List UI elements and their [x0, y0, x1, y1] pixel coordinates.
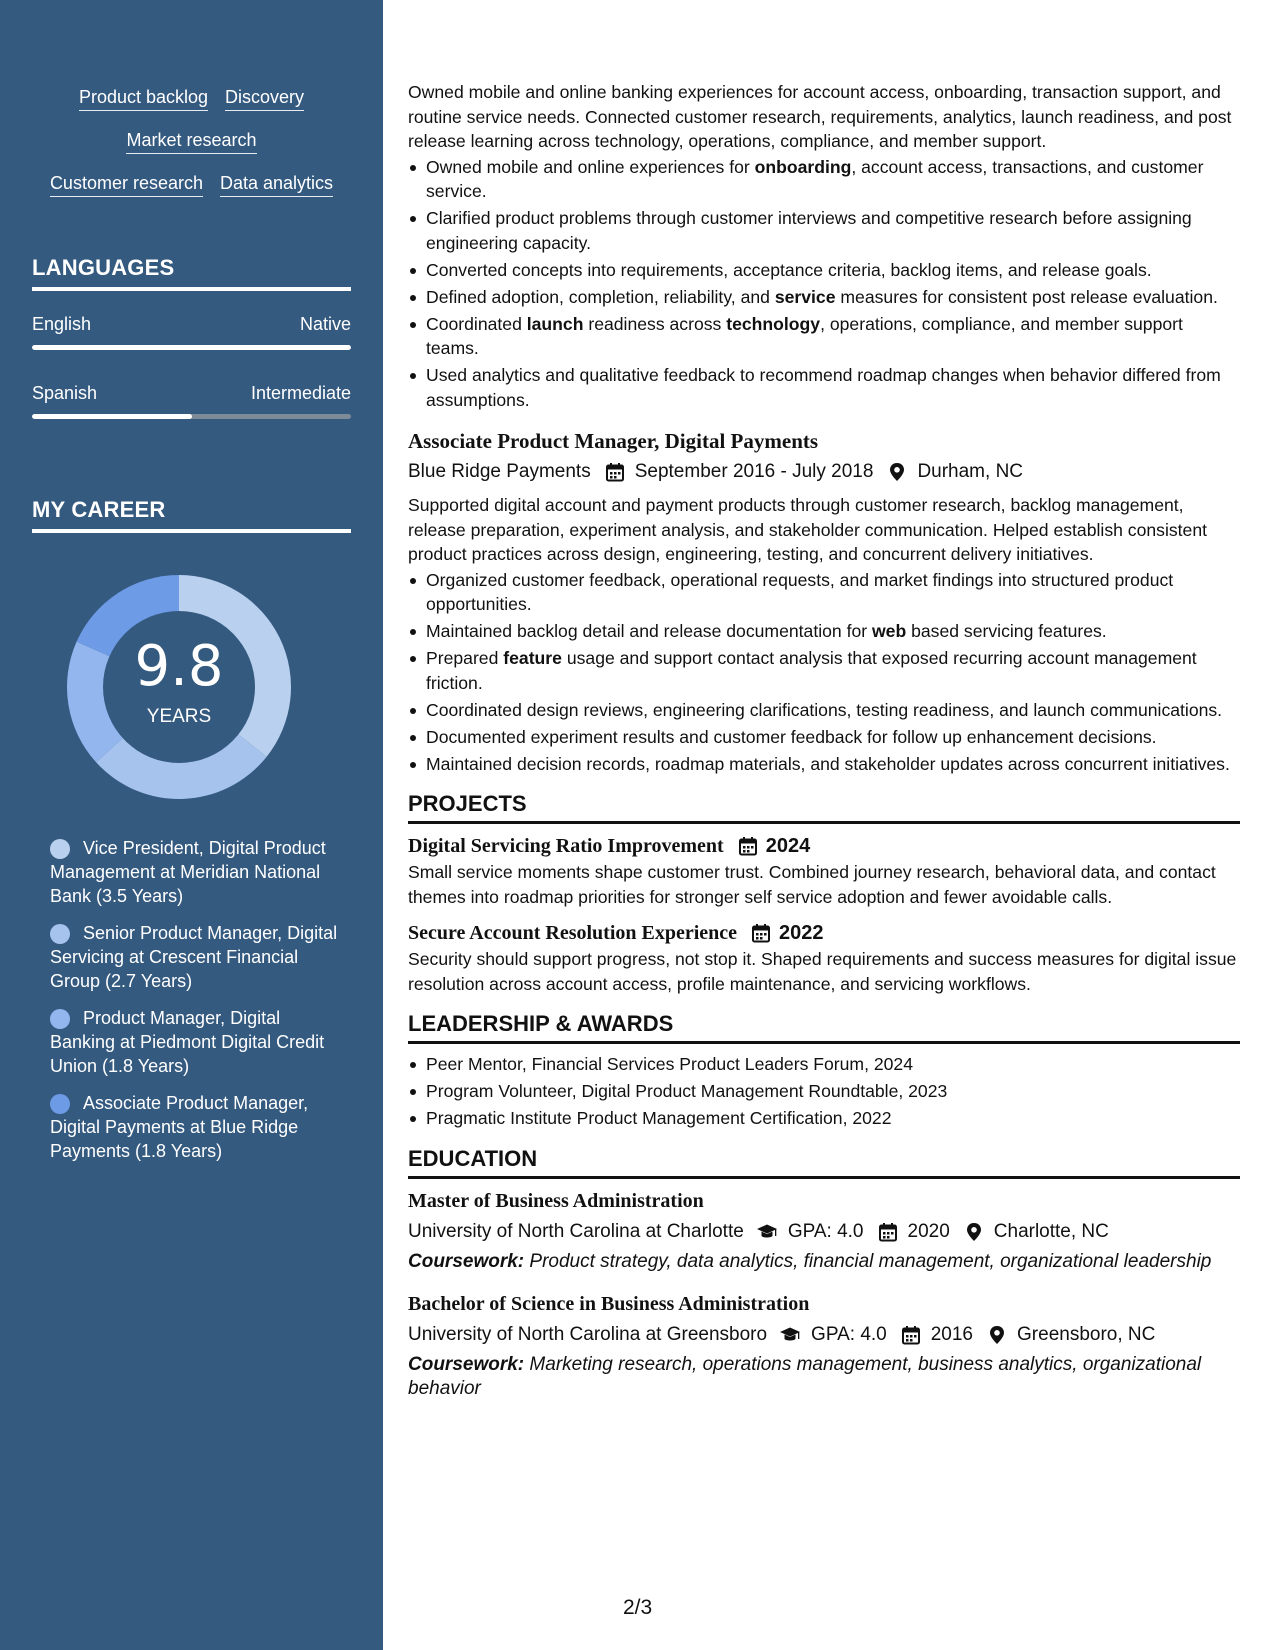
bullet-text: Maintained decision records, roadmap materials, and stakeholder updates across concurrent initiatives. [426, 753, 1230, 774]
bullet-item [408, 363, 1240, 412]
bullet-item [408, 725, 1240, 750]
project-description: Small service moments shape customer trust. Combined journey research, behavioral data, and contact themes into roadmap priorities for stronger self service adoption and fewer avoidable calls. [408, 862, 1216, 907]
bullet-item [408, 155, 1240, 204]
project-title-row [408, 919, 1240, 947]
bullet-text: Used analytics and qualitative feedback to recommend roadmap changes when behavior differed from assumptions. [426, 365, 1221, 410]
calendar-icon [751, 923, 771, 943]
main-content [408, 80, 1240, 1417]
bullet-text: Maintained backlog detail and release documentation for [426, 621, 872, 641]
language-proficiency-bar [32, 345, 351, 350]
bullet-text: readiness across [583, 313, 727, 334]
language-level: Native [299, 314, 351, 334]
calendar-icon [605, 462, 625, 482]
job-bullets [408, 155, 1240, 413]
bullet-keyword: onboarding [754, 156, 852, 177]
bullet-keyword: launch [526, 313, 584, 334]
award-item: Peer Mentor, Financial Services Product Leaders Forum, 2024 [408, 1052, 1240, 1077]
coursework [408, 1353, 1240, 1401]
bullet-item [408, 285, 1240, 310]
calendar-icon [878, 1222, 898, 1242]
career-dot [50, 1009, 70, 1029]
bullet-item [408, 619, 1240, 644]
career-item [50, 921, 340, 993]
bullet-text: Prepared [426, 648, 504, 668]
bullet-text: measures for consistent post release evaluation. [835, 286, 1218, 307]
bullet-text: Organized customer feedback, operational requests, and market findings into structured product opportunities. [426, 569, 1174, 614]
location-pin-icon [987, 1325, 1007, 1345]
career-dot [50, 839, 70, 859]
coursework [408, 1250, 1240, 1274]
coursework-text: Product strategy, data analytics, financial management, organizational leadership [524, 1250, 1212, 1272]
coursework-text: Marketing research, operations management, business analytics, organizational behavior [408, 1353, 1202, 1399]
projects-heading: PROJECTS [408, 791, 1240, 824]
project-description: Security should support progress, not stop it. Shaped requirements and success measures for digital issue resolution across account access, profile maintenance, and servicing workflows. [408, 949, 1237, 994]
bullet-item [408, 646, 1240, 695]
language-spanish [32, 383, 351, 419]
school-name: University of North Carolina at Greensboro [408, 1323, 768, 1345]
bullet-text: Coordinated design reviews, engineering clarifications, testing readiness, and launch communications. [426, 699, 1223, 720]
project-title-row [408, 832, 1240, 860]
skill-tag: Product backlog [79, 86, 208, 111]
skill-tag: Data analytics [220, 172, 333, 197]
skill-tag: Market research [126, 129, 256, 154]
bullet-text: , operations, compliance, and member support teams. [426, 313, 1183, 358]
calendar-icon [738, 836, 758, 856]
job-bullets [408, 568, 1240, 777]
career-item [50, 836, 340, 908]
language-english [32, 314, 351, 350]
career-total: 9.8 [134, 634, 224, 699]
job-summary: Owned mobile and online banking experiences for account access, onboarding, transaction support, and routine service needs. Connected customer research, requirements, analytics, launch readiness, and post release learning across technology, operations, compliance, and member support. [408, 82, 1232, 151]
bullet-text: , account access, transactions, and customer service. [426, 156, 1204, 201]
bullet-text: based servicing features. [906, 621, 1107, 641]
project-year: 2022 [779, 922, 824, 944]
career-dot [50, 1094, 70, 1114]
language-name: English [32, 314, 92, 334]
bullet-text: Coordinated [426, 313, 527, 334]
bullet-keyword: service [774, 286, 836, 307]
graduation-year: 2020 [907, 1220, 950, 1242]
job-location: Durham, NC [917, 461, 1024, 482]
awards-list [408, 1052, 1240, 1131]
career-donut-chart [66, 574, 292, 800]
career-heading: MY CAREER [32, 497, 351, 533]
award-item: Program Volunteer, Digital Product Management Roundtable, 2023 [408, 1079, 1240, 1104]
bullet-item [408, 312, 1240, 361]
job-meta [408, 458, 1240, 486]
job-title: Associate Product Manager, Digital Payments [408, 429, 819, 453]
skill-row [0, 129, 383, 154]
career-item-text: Associate Product Manager, Digital Payments at Blue Ridge Payments (1.8 Years) [50, 1093, 309, 1161]
skill-row [0, 172, 383, 197]
career-item-text: Senior Product Manager, Digital Servicing at Crescent Financial Group (2.7 Years) [50, 923, 338, 991]
project-item [408, 832, 1240, 909]
school-location: Greensboro, NC [1017, 1323, 1156, 1345]
project-title: Digital Servicing Ratio Improvement [408, 835, 724, 857]
career-list [50, 836, 340, 1176]
bullet-text: Clarified product problems through customer interviews and competitive research before assigning engineering capacity. [426, 208, 1192, 253]
language-proficiency-fill [32, 414, 192, 419]
bullet-text: usage and support contact analysis that exposed recurring account management friction. [426, 648, 1197, 693]
education-heading: EDUCATION [408, 1146, 1240, 1179]
coursework-label: Coursework: [408, 1250, 525, 1272]
location-pin-icon [964, 1222, 984, 1242]
language-name: Spanish [32, 383, 98, 403]
job-summary: Supported digital account and payment products through customer research, backlog management, release preparation, experiment analysis, and stakeholder communication. Helped establish consistent product practices across design, engineering, testing, and concurrent delivery initiatives. [408, 495, 1208, 564]
graduation-cap-icon [779, 1325, 801, 1345]
career-dot [50, 924, 70, 944]
bullet-item [408, 698, 1240, 723]
skills-list [0, 86, 383, 215]
bullet-keyword: web [872, 621, 907, 641]
language-level: Intermediate [250, 383, 351, 403]
award-item: Pragmatic Institute Product Management Certification, 2022 [408, 1106, 1240, 1131]
degree-title: Master of Business Administration [408, 1189, 704, 1212]
awards-heading: LEADERSHIP & AWARDS [408, 1011, 1240, 1044]
sidebar [0, 0, 383, 1650]
skill-tag: Customer research [50, 172, 203, 197]
calendar-icon [901, 1325, 921, 1345]
project-year: 2024 [765, 835, 811, 857]
career-item-text: Vice President, Digital Product Management at Meridian National Bank (3.5 Years) [50, 838, 326, 906]
page-number: 2/3 [623, 1596, 653, 1619]
degree-title: Bachelor of Science in Business Administration [408, 1292, 810, 1315]
bullet-keyword: feature [503, 648, 562, 668]
gpa: GPA: 4.0 [811, 1323, 887, 1345]
location-pin-icon [887, 462, 907, 482]
bullet-item [408, 206, 1240, 255]
job-dates: September 2016 - July 2018 [634, 461, 874, 482]
bullet-text: Defined adoption, completion, reliability, and [426, 286, 775, 307]
skill-tag: Discovery [225, 86, 304, 111]
project-title: Secure Account Resolution Experience [408, 922, 738, 944]
school-location: Charlotte, NC [993, 1220, 1109, 1242]
school-name: University of North Carolina at Charlotte [408, 1220, 744, 1242]
gpa: GPA: 4.0 [787, 1220, 864, 1242]
career-unit: YEARS [146, 706, 212, 727]
education-list [408, 1187, 1240, 1401]
bullet-text: Documented experiment results and customer feedback for follow up enhancement decisions. [426, 726, 1157, 747]
education-meta [408, 1218, 1240, 1246]
education-item [408, 1187, 1240, 1274]
coursework-label: Coursework: [408, 1353, 525, 1375]
education-meta [408, 1321, 1240, 1349]
bullet-item [408, 568, 1240, 617]
language-proficiency-fill [32, 345, 351, 350]
education-item [408, 1290, 1240, 1401]
career-item-text: Product Manager, Digital Banking at Piedmont Digital Credit Union (1.8 Years) [50, 1008, 325, 1076]
bullet-keyword: technology [726, 313, 821, 334]
graduation-cap-icon [756, 1222, 778, 1242]
language-proficiency-bar [32, 414, 351, 419]
graduation-year: 2016 [930, 1323, 974, 1345]
bullet-item [408, 752, 1240, 777]
career-item [50, 1006, 340, 1078]
project-item [408, 919, 1240, 996]
languages-heading: LANGUAGES [32, 255, 351, 291]
bullet-text: Owned mobile and online experiences for [426, 156, 755, 177]
company-name: Blue Ridge Payments [408, 461, 591, 482]
bullet-item [408, 258, 1240, 283]
skill-row [0, 86, 383, 111]
career-item [50, 1091, 340, 1163]
bullet-text: Converted concepts into requirements, acceptance criteria, backlog items, and release goals. [426, 259, 1152, 280]
